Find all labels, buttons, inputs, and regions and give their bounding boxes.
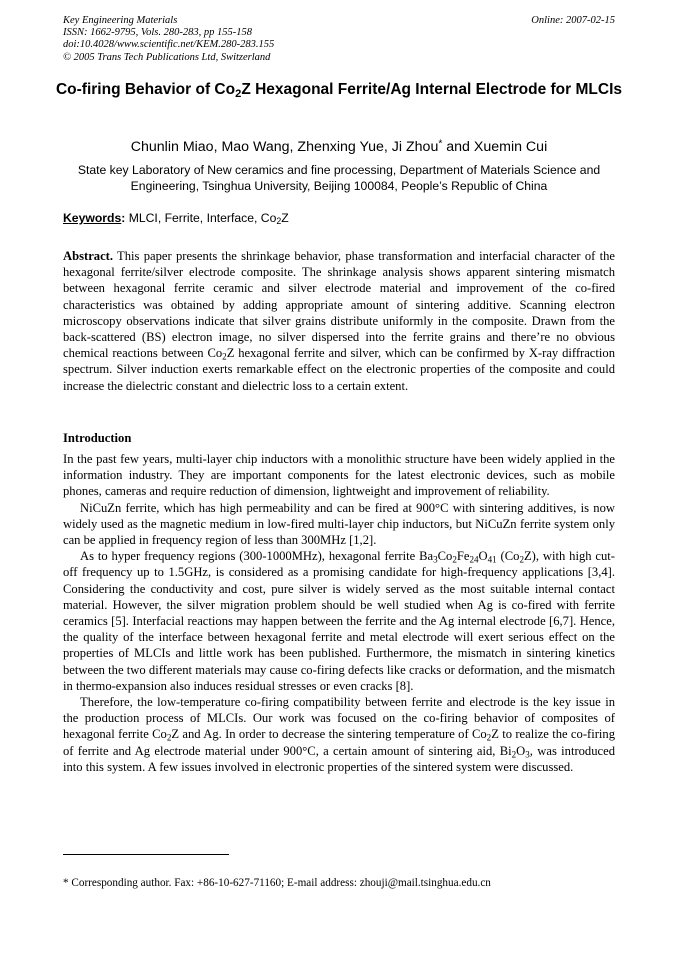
keywords-colon: : xyxy=(121,211,126,225)
p3-text-b: Co xyxy=(437,549,453,564)
p4-sub-2: 2 xyxy=(486,732,492,743)
title-part-1: Co-firing Behavior of Co xyxy=(55,81,236,98)
keywords-line xyxy=(63,210,615,226)
p3-sub-1: 3 xyxy=(433,554,438,565)
p4-sub-1: 2 xyxy=(166,732,172,743)
journal-header xyxy=(63,15,615,64)
keywords-tail: Z xyxy=(281,211,289,225)
p4-text-d: O xyxy=(516,743,526,758)
intro-paragraph-2: NiCuZn ferrite, which has high permeability and can be fired at 900°C with sintering additives, is now widely used as the magnetic medium in low-fired multi-layer chip inductors, but NiCuZn ferrite system only can be applied in frequency region of less than 300MHz [1,2]. xyxy=(63,500,615,548)
author-names-last: and Xuemin Cui xyxy=(442,139,548,155)
author-names: Chunlin Miao, Mao Wang, Zhenxing Yue, Ji Zhou xyxy=(130,139,439,155)
keywords-label: Keywords xyxy=(63,211,122,225)
online-date: Online: 2007-02-15 xyxy=(531,15,615,26)
journal-name: Key Engineering Materials xyxy=(63,15,178,26)
p3-sub-3: 24 xyxy=(469,554,479,565)
affiliation: State key Laboratory of New ceramics and fine processing, Department of Materials Science and Engineering, Tsinghua University, Beijing 100084, People’s Republic of China xyxy=(77,163,601,193)
title-part-2: Z Hexagonal Ferrite/Ag Internal Electrode for MLCIs xyxy=(241,81,622,98)
p3-text-d: O xyxy=(478,549,488,564)
p3-text-e: (Co xyxy=(496,549,520,564)
corresponding-mark: * xyxy=(438,138,443,150)
abstract-label: Abstract. xyxy=(63,249,114,263)
issn-line: ISSN: 1662-9795, Vols. 280-283, pp 155-158 xyxy=(63,27,252,39)
p3-text-f: Z), with high cut-off frequency up to 1.5GHz, is considered as a promising candidate for high-frequency applications [3,4]. Considering the conductivity and cost, pure silver is widely served as the most suitable internal contact material. However, the silver migration problem should be well studied when Ag is co-fired with ferrite ceramics [5]. Interfacial reactions may happen between the ferrite and the Ag internal electrode [6,7]. Hence, the quality of the interface between hexagonal ferrite and metal electrode will exert serious effect on the properties of MLCIs and little work has been published. Furthermore, the mismatch in sintering kinetics between the two different materials may cause co-firing defects like cracks or deformation, and the mismatch in thermo-expansion also induces residual stresses or even cracks [8]. xyxy=(63,549,615,693)
keywords-text: MLCI, Ferrite, Interface, Co xyxy=(125,211,277,225)
p3-sub-2: 2 xyxy=(452,554,457,565)
footnote-divider xyxy=(63,854,229,855)
doi-line: doi:10.4028/www.scientific.net/KEM.280-283.155 xyxy=(63,39,275,51)
p4-text-e: , was introduced into this system. A few issues involved in electronic properties of the sintered system were discussed. xyxy=(63,743,616,774)
intro-paragraph-3 xyxy=(63,548,615,694)
p3-sub-5: 2 xyxy=(519,554,524,565)
p4-text-a: Therefore, the low-temperature co-firing compatibility between ferrite and electrode is the key issue in the production process of MLCIs. Our work was focused on the co-firing behavior of composites of hexagonal ferrite Co xyxy=(63,695,615,742)
abstract-text-b: Z hexagonal ferrite and silver, which can be confirmed by X-ray diffraction spectrum. Silver induction exerts remarkable effect on the electronic properties of the composite and could increase the dielectric constant and dielectric loss to a certain extent. xyxy=(63,346,615,393)
p4-sub-3: 2 xyxy=(511,748,517,759)
section-heading-introduction: Introduction xyxy=(63,431,132,445)
abstract xyxy=(63,248,615,394)
p4-text-c: Z to realize the co-firing of ferrite and Ag electrode material under 900°C, a certain amount of sintering aid, Bi xyxy=(63,727,615,758)
introduction-body xyxy=(63,451,615,775)
p3-text-c: Fe xyxy=(456,549,470,564)
title-subscript: 2 xyxy=(235,87,242,100)
footnote: * Corresponding author. Fax: +86-10-627-71160; E-mail address: zhouji@mail.tsinghua.edu.cn xyxy=(63,877,491,889)
keywords-subscript: 2 xyxy=(276,216,282,227)
copyright-line: © 2005 Trans Tech Publications Ltd, Switzerland xyxy=(63,51,271,63)
author-list xyxy=(50,138,628,156)
p4-text-b: Z and Ag. In order to decrease the sintering temperature of Co xyxy=(171,727,487,742)
p4-sub-4: 3 xyxy=(525,748,530,759)
paper-title xyxy=(50,80,628,99)
intro-paragraph-4 xyxy=(63,694,615,775)
p3-text-a: As to hyper frequency regions (300-1000MHz), hexagonal ferrite Ba xyxy=(80,549,434,564)
intro-paragraph-1: In the past few years, multi-layer chip inductors with a monolithic structure have been widely applied in the information industry. They are important components for the latest electronic devices, such as mobile phones, cameras and require reduction of dimension, lightweight and improvement of reliability. xyxy=(63,452,615,499)
abstract-subscript: 2 xyxy=(222,351,227,362)
p3-sub-4: 41 xyxy=(487,554,497,565)
abstract-text-a: This paper presents the shrinkage behavior, phase transformation and interfacial character of the hexagonal ferrite/silver electrode composite. The shrinkage analysis shows apparent sintering mismatch between hexagonal ferrite ceramic and silver electrode material and improvement of the co-fired characteristics was obtained by adding appropriate amount of sintering additive. Scanning electron microscopy observations indicate that silver grains distribute uniformly in the composite. Drawn from the back-scattered (BS) electron image, no silver dispersed into the ferrite grains and there’re no obvious chemical reactions between Co xyxy=(63,249,615,361)
